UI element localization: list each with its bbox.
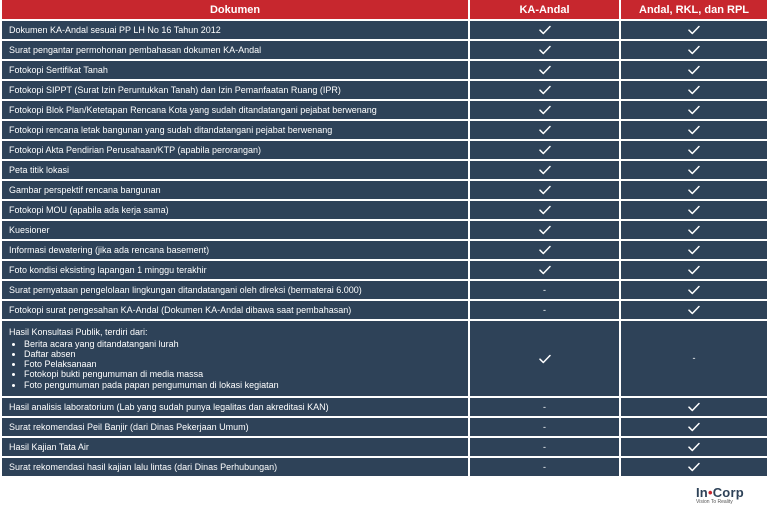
table-row <box>2 60 768 80</box>
check-icon <box>688 145 700 155</box>
andal-rkl-rpl-cell <box>620 300 768 320</box>
ka-andal-cell <box>469 457 620 477</box>
dokumen-label: Surat pernyataan pengelolaan lingkungan ditandatangani oleh direksi (bermaterai 6.000) <box>9 285 362 295</box>
andal-rkl-rpl-cell <box>620 320 768 397</box>
check-icon <box>539 205 551 215</box>
dokumen-label: Gambar perspektif rencana bangunan <box>9 185 161 195</box>
check-icon <box>688 125 700 135</box>
check-icon <box>539 353 551 363</box>
check-icon <box>688 185 700 195</box>
andal-rkl-rpl-cell <box>620 240 768 260</box>
andal-rkl-rpl-cell <box>620 140 768 160</box>
check-icon <box>688 65 700 75</box>
andal-rkl-rpl-cell <box>620 80 768 100</box>
not-required-dash: - <box>543 441 546 452</box>
check-icon <box>688 442 700 452</box>
ka-andal-cell <box>469 437 620 457</box>
ka-andal-cell <box>469 160 620 180</box>
sub-item-list <box>9 339 468 390</box>
check-icon <box>688 45 700 55</box>
dokumen-label: Foto kondisi eksisting lapangan 1 minggu terakhir <box>9 265 207 275</box>
andal-rkl-rpl-cell <box>620 100 768 120</box>
dokumen-cell <box>2 80 469 100</box>
check-icon <box>688 305 700 315</box>
not-required-dash: - <box>543 401 546 412</box>
table-row <box>2 240 768 260</box>
check-icon <box>688 422 700 432</box>
dokumen-label: Hasil Kajian Tata Air <box>9 441 89 452</box>
check-icon <box>688 105 700 115</box>
table-row <box>2 260 768 280</box>
dokumen-label: Fotokopi surat pengesahan KA-Andal (Dokumen KA-Andal dibawa saat pembahasan) <box>9 305 352 315</box>
dokumen-label: Fotokopi Akta Pendirian Perusahaan/KTP (apabila perorangan) <box>9 145 261 155</box>
dokumen-label: Surat pengantar permohonan pembahasan dokumen KA-Andal <box>9 45 262 55</box>
table-row <box>2 180 768 200</box>
ka-andal-cell <box>469 280 620 300</box>
dokumen-label: Fotokopi Blok Plan/Ketetapan Rencana Kota yang sudah ditandatangani pejabat berwenang <box>9 105 377 115</box>
ka-andal-cell <box>469 300 620 320</box>
dokumen-label: Kuesioner <box>9 225 50 235</box>
check-icon <box>539 165 551 175</box>
logo-brand-dot: • <box>707 485 713 500</box>
check-icon <box>688 265 700 275</box>
check-icon <box>539 105 551 115</box>
dokumen-cell <box>2 120 469 140</box>
andal-rkl-rpl-cell <box>620 417 768 437</box>
ka-andal-cell <box>469 20 620 40</box>
table-row <box>2 160 768 180</box>
dokumen-cell <box>2 437 469 457</box>
andal-rkl-rpl-cell <box>620 200 768 220</box>
andal-rkl-rpl-cell <box>620 437 768 457</box>
dokumen-cell <box>2 300 469 320</box>
logo-brand-right: Corp <box>712 485 744 500</box>
header-dokumen: Dokumen <box>2 0 469 20</box>
ka-andal-cell <box>469 320 620 397</box>
dokumen-cell <box>2 160 469 180</box>
table-row <box>2 280 768 300</box>
andal-rkl-rpl-cell <box>620 40 768 60</box>
check-icon <box>539 45 551 55</box>
check-icon <box>688 402 700 412</box>
ka-andal-cell <box>469 180 620 200</box>
andal-rkl-rpl-cell <box>620 220 768 240</box>
ka-andal-cell <box>469 240 620 260</box>
table-row <box>2 140 768 160</box>
ka-andal-cell <box>469 40 620 60</box>
table-row <box>2 300 768 320</box>
table-header-row <box>2 0 768 20</box>
dokumen-cell <box>2 417 469 437</box>
logo-tagline: Vision To Reality <box>696 499 733 505</box>
check-icon <box>539 25 551 35</box>
dokumen-label: Fotokopi rencana letak bangunan yang sudah ditandatangani pejabat berwenang <box>9 125 333 135</box>
dokumen-cell <box>2 220 469 240</box>
ka-andal-cell <box>469 100 620 120</box>
andal-rkl-rpl-cell <box>620 260 768 280</box>
table-row <box>2 100 768 120</box>
check-icon <box>539 265 551 275</box>
andal-rkl-rpl-cell <box>620 160 768 180</box>
ka-andal-cell <box>469 140 620 160</box>
dokumen-label: Surat rekomendasi Peil Banjir (dari Dinas Pekerjaan Umum) <box>9 421 249 432</box>
andal-rkl-rpl-cell <box>620 60 768 80</box>
sub-item: • Foto Pelaksanaan <box>24 359 468 369</box>
table-row <box>2 200 768 220</box>
table-row <box>2 320 768 397</box>
check-icon <box>688 85 700 95</box>
ka-andal-cell <box>469 80 620 100</box>
dokumen-label: Fotokopi Sertifikat Tanah <box>9 65 108 75</box>
check-icon <box>688 165 700 175</box>
not-required-dash: - <box>692 353 696 364</box>
ka-andal-cell <box>469 417 620 437</box>
check-icon <box>688 205 700 215</box>
incorp-logo <box>696 486 758 508</box>
check-icon <box>539 245 551 255</box>
dokumen-cell <box>2 60 469 80</box>
andal-rkl-rpl-cell <box>620 20 768 40</box>
dokumen-cell <box>2 280 469 300</box>
dokumen-cell <box>2 260 469 280</box>
dokumen-cell <box>2 240 469 260</box>
table-row <box>2 40 768 60</box>
andal-rkl-rpl-cell <box>620 457 768 477</box>
dokumen-label: Dokumen KA-Andal sesuai PP LH No 16 Tahun 2012 <box>9 25 221 35</box>
dokumen-cell <box>2 100 469 120</box>
check-icon <box>688 285 700 295</box>
andal-rkl-rpl-cell <box>620 180 768 200</box>
ka-andal-cell <box>469 260 620 280</box>
dokumen-label: Hasil analisis laboratorium (Lab yang sudah punya legalitas dan akreditasi KAN) <box>9 401 329 412</box>
check-icon <box>539 125 551 135</box>
dokumen-cell <box>2 180 469 200</box>
dokumen-cell <box>2 20 469 40</box>
dokumen-label: Informasi dewatering (jika ada rencana basement) <box>9 245 210 255</box>
check-icon <box>688 462 700 472</box>
header-ka-andal: KA-Andal <box>469 0 620 20</box>
dokumen-label: Fotokopi MOU (apabila ada kerja sama) <box>9 205 169 215</box>
table-row <box>2 397 768 417</box>
ka-andal-cell <box>469 200 620 220</box>
dokumen-label: Surat rekomendasi hasil kajian lalu lintas (dari Dinas Perhubungan) <box>9 461 278 472</box>
sub-item: • Fotokopi bukti pengumuman di media massa <box>24 369 468 379</box>
dokumen-cell <box>2 397 469 417</box>
dokumen-cell <box>2 200 469 220</box>
header-andal-rkl-rpl: Andal, RKL, dan RPL <box>620 0 768 20</box>
ka-andal-cell <box>469 60 620 80</box>
ka-andal-cell <box>469 120 620 140</box>
andal-rkl-rpl-cell <box>620 280 768 300</box>
check-icon <box>688 245 700 255</box>
check-icon <box>539 145 551 155</box>
not-required-dash: - <box>543 461 546 472</box>
requirements-table <box>2 0 768 478</box>
check-icon <box>539 85 551 95</box>
dokumen-cell <box>2 320 469 397</box>
table-row <box>2 220 768 240</box>
dokumen-cell <box>2 40 469 60</box>
dokumen-cell <box>2 457 469 477</box>
not-required-dash: - <box>543 305 546 315</box>
dokumen-label: Hasil Konsultasi Publik, terdiri dari: <box>9 327 148 337</box>
check-icon <box>539 65 551 75</box>
not-required-dash: - <box>543 421 546 432</box>
andal-rkl-rpl-cell <box>620 397 768 417</box>
table-row <box>2 20 768 40</box>
logo-brand-left: In <box>696 485 708 500</box>
ka-andal-cell <box>469 397 620 417</box>
not-required-dash: - <box>543 285 546 295</box>
sub-item: • Daftar absen <box>24 349 468 359</box>
table-row <box>2 437 768 457</box>
dokumen-label: Peta titik lokasi <box>9 165 70 175</box>
sub-item: • Berita acara yang ditandatangani lurah <box>24 339 468 349</box>
dokumen-label: Fotokopi SIPPT (Surat Izin Peruntukkan Tanah) dan Izin Pemanfaatan Ruang (IPR) <box>9 85 341 95</box>
andal-rkl-rpl-cell <box>620 120 768 140</box>
table-row <box>2 417 768 437</box>
table-row <box>2 80 768 100</box>
table-row <box>2 120 768 140</box>
check-icon <box>539 185 551 195</box>
check-icon <box>539 225 551 235</box>
sub-item: • Foto pengumuman pada papan pengumuman di lokasi kegiatan <box>24 380 468 390</box>
check-icon <box>688 225 700 235</box>
check-icon <box>688 25 700 35</box>
dokumen-cell <box>2 140 469 160</box>
table-row <box>2 457 768 477</box>
ka-andal-cell <box>469 220 620 240</box>
